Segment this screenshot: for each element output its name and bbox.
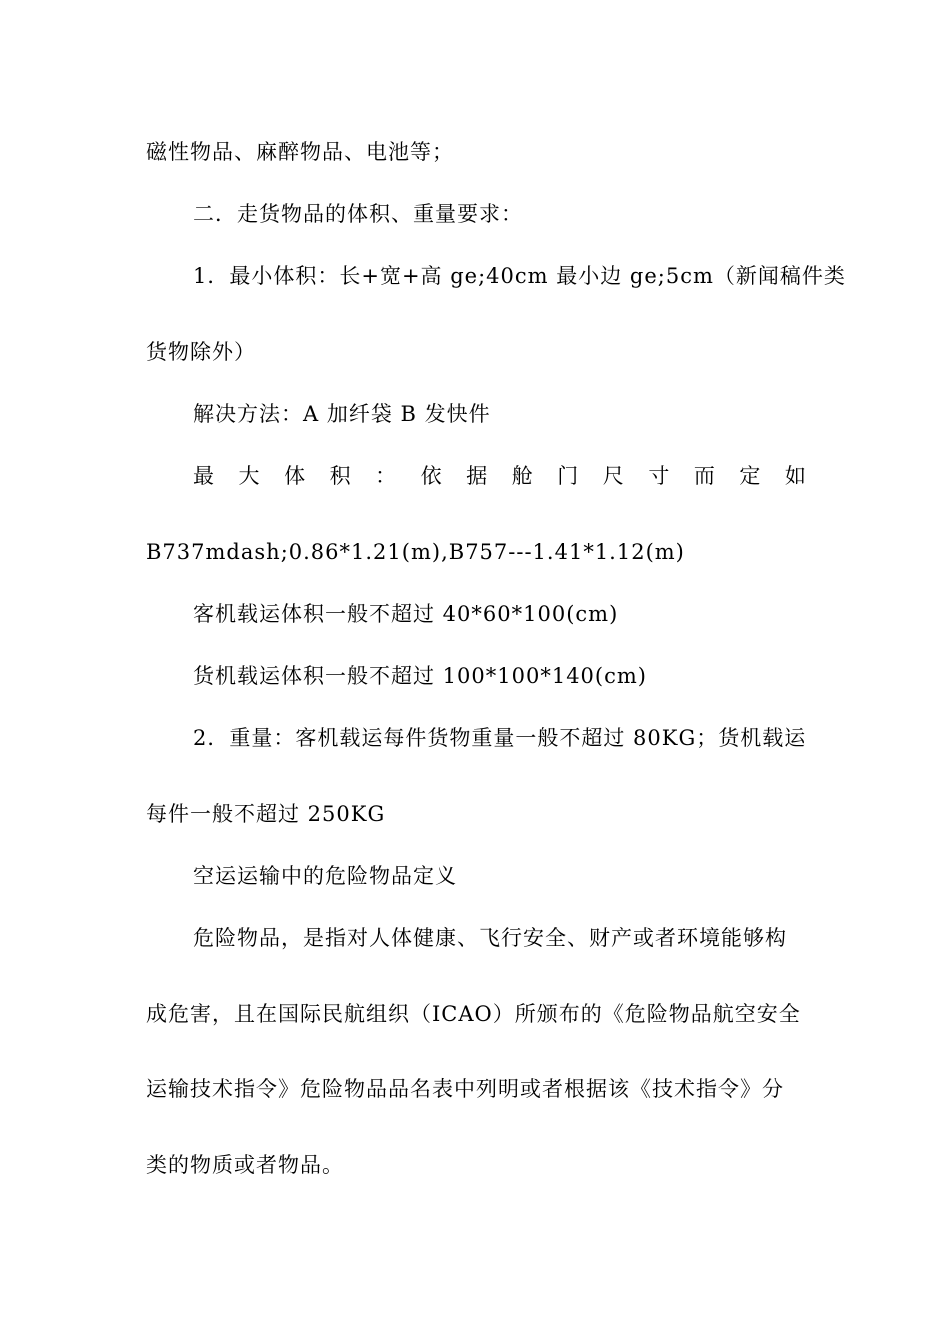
spread-char: 体: [284, 464, 306, 488]
spread-char: 而: [693, 464, 715, 488]
spread-char: 尺: [602, 464, 624, 488]
text-line: 客机载运体积一般不超过 40*60*100(cm): [193, 602, 619, 626]
spread-char: 依: [420, 464, 442, 488]
text-line: 1．最小体积：长+宽+高 ge;40cm 最小边 ge;5cm（新闻稿件类: [193, 264, 846, 288]
text-line: 货物除外）: [146, 340, 256, 364]
spread-char: 积: [329, 464, 351, 488]
text-line: 磁性物品、麻醉物品、电池等；: [146, 140, 454, 164]
section-heading: 二．走货物品的体积、重量要求：: [193, 202, 523, 226]
spread-char: ：: [375, 464, 397, 488]
spread-char: 门: [557, 464, 579, 488]
text-line: 类的物质或者物品。: [146, 1153, 344, 1177]
text-line: 运输技术指令》危险物品品名表中列明或者根据该《技术指令》分: [146, 1077, 784, 1101]
spread-char: 据: [466, 464, 488, 488]
text-line: 货机载运体积一般不超过 100*100*140(cm): [193, 664, 647, 688]
text-line: 解决方法：A 加纤袋 B 发快件: [193, 402, 491, 426]
text-line: B737mdash;0.86*1.21(m),B757---1.41*1.12(m): [146, 540, 685, 564]
spread-char: 大: [238, 464, 260, 488]
spread-char: 定: [739, 464, 761, 488]
text-line: 每件一般不超过 250KG: [146, 802, 386, 826]
text-line: 2．重量：客机载运每件货物重量一般不超过 80KG；货机载运: [193, 726, 807, 750]
spread-char: 寸: [648, 464, 670, 488]
spread-text-line: [193, 462, 806, 490]
text-line: 成危害，且在国际民航组织（ICAO）所颁布的《危险物品航空安全: [146, 1002, 801, 1026]
text-line: 危险物品，是指对人体健康、飞行安全、财产或者环境能够构: [193, 926, 787, 950]
spread-char: 如: [784, 464, 806, 488]
spread-char: 舱: [511, 464, 533, 488]
section-heading: 空运运输中的危险物品定义: [193, 864, 457, 888]
spread-char: 最: [193, 464, 214, 488]
